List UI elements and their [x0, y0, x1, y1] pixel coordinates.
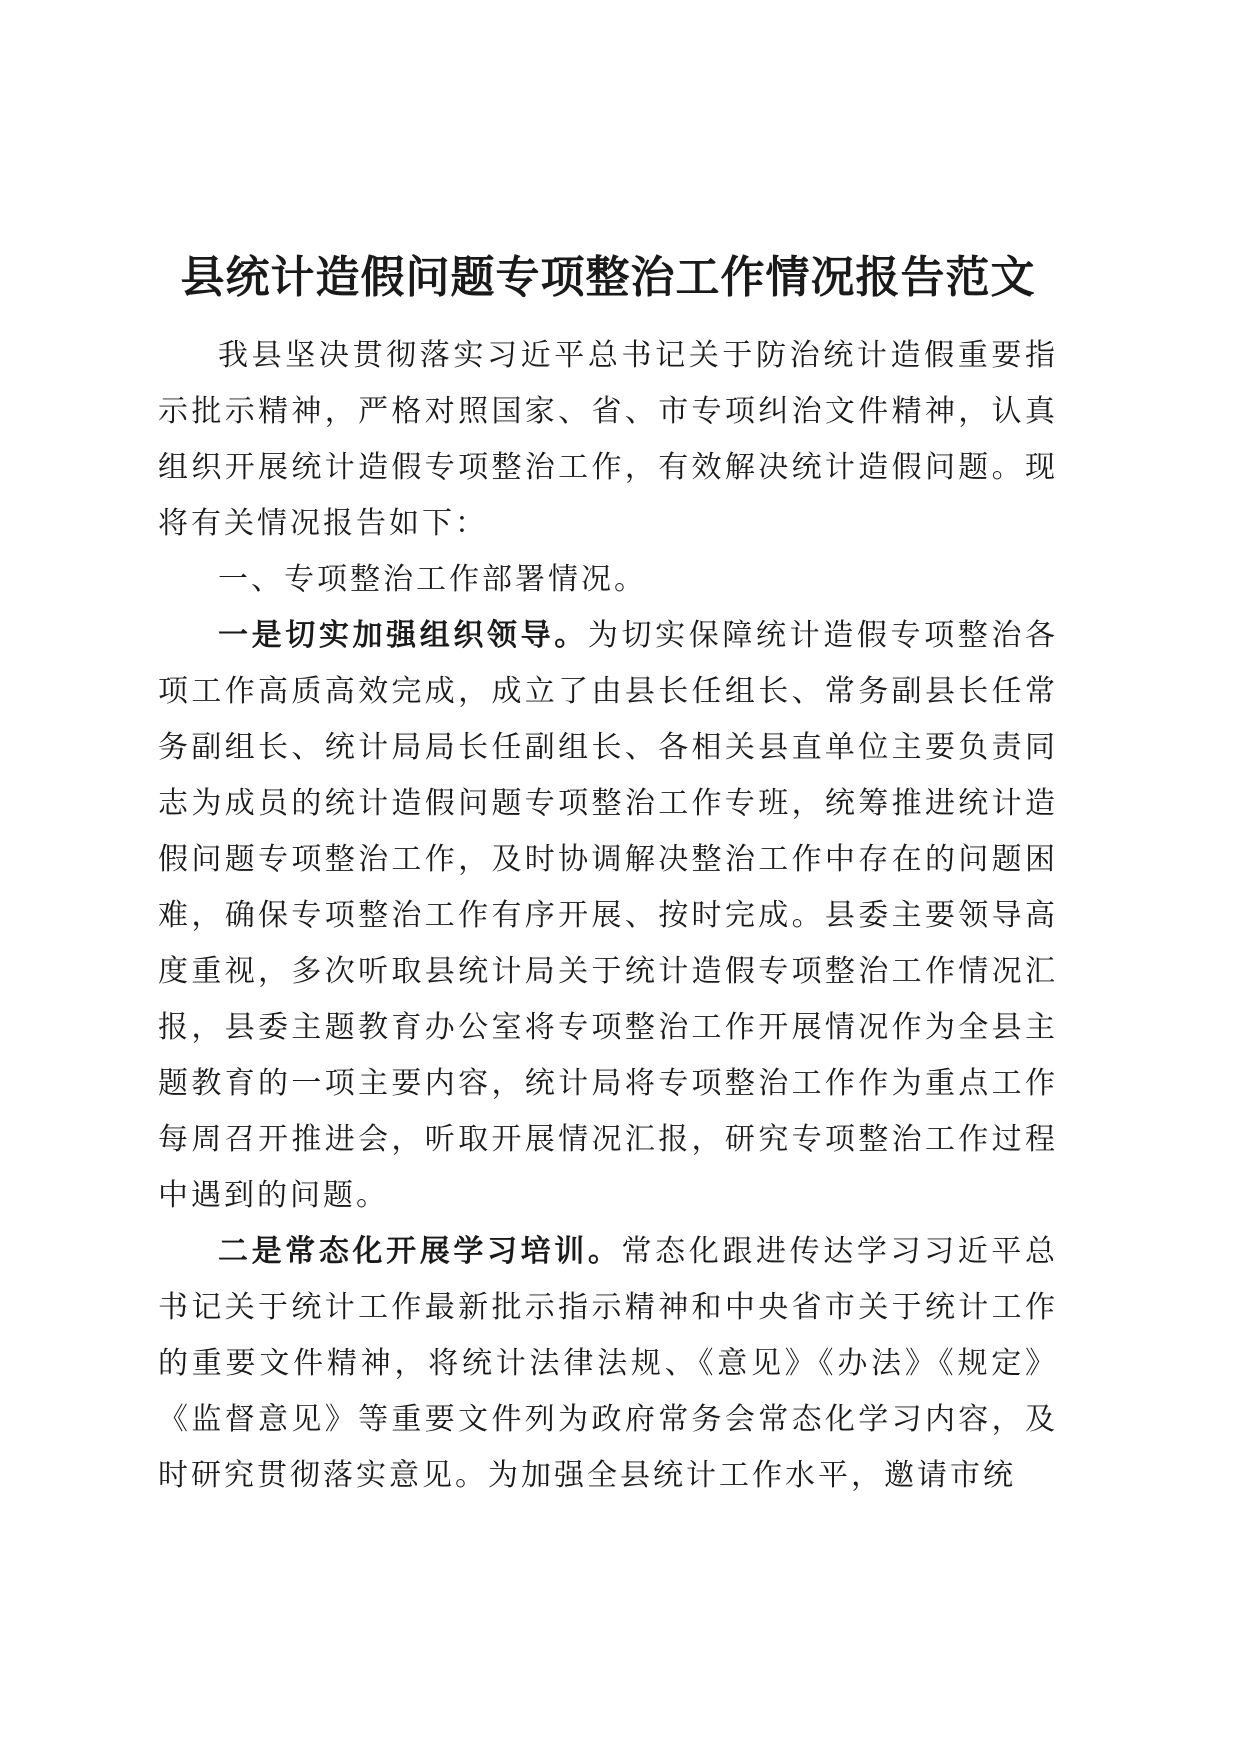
document-page	[158, 248, 1058, 1504]
document-title: 县统计造假问题专项整治工作情况报告范文	[180, 252, 1036, 303]
point-one-paragraph	[158, 608, 1058, 1224]
point-two-lead: 二是常态化开展学习培训。	[218, 1234, 622, 1269]
point-two-paragraph	[158, 1224, 1058, 1504]
point-one-lead: 一是切实加强组织领导。	[218, 618, 588, 653]
intro-paragraph: 我县坚决贯彻落实习近平总书记关于防治统计造假重要指示批示精神，严格对照国家、省、市专项纠治文件精神，认真组织开展统计造假专项整治工作，有效解决统计造假问题。现将有关情况报告如下：	[158, 338, 1058, 541]
point-two-body: 常态化跟进传达学习习近平总书记关于统计工作最新批示指示精神和中央省市关于统计工作的重要文件精神，将统计法律法规、《意见》《办法》《规定》《监督意见》等重要文件列为政府常务会常态化学习内容，及时研究贯彻落实意见。为加强全县统计工作水平，邀请市统	[158, 1234, 1058, 1493]
section-heading: 一、专项整治工作部署情况。	[218, 562, 647, 597]
point-one-body: 为切实保障统计造假专项整治各项工作高质高效完成，成立了由县长任组长、常务副县长任常务副组长、统计局局长任副组长、各相关县直单位主要负责同志为成员的统计造假问题专项整治工作专班，统筹推进统计造假问题专项整治工作，及时协调解决整治工作中存在的问题困难，确保专项整治工作有序开展、按时完成。县委主要领导高度重视，多次听取县统计局关于统计造假专项整治工作情况汇报，县委主题教育办公室将专项整治工作开展情况作为全县主题教育的一项主要内容，统计局将专项整治工作作为重点工作每周召开推进会，听取开展情况汇报，研究专项整治工作过程中遇到的问题。	[158, 618, 1058, 1213]
